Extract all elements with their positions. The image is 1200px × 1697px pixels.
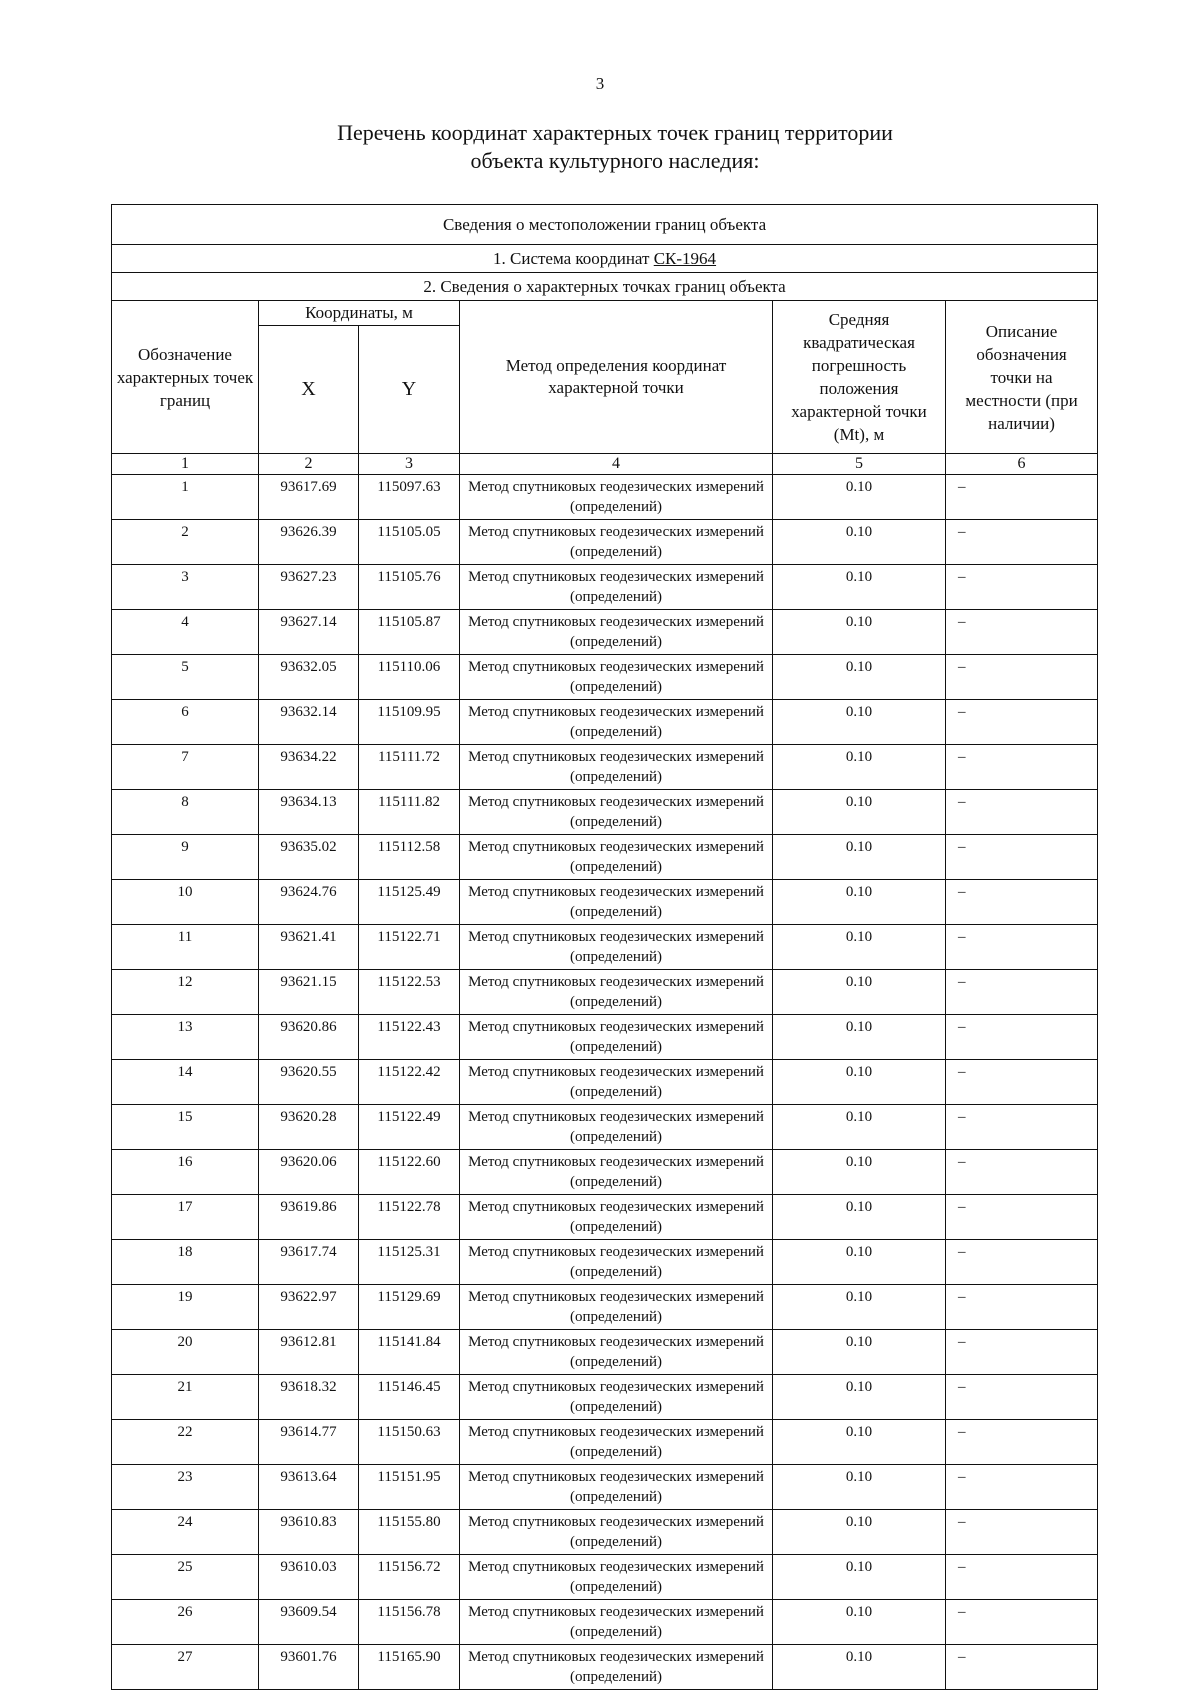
y-coordinate-cell: 115109.95 xyxy=(359,700,460,745)
y-coordinate-cell: 115125.49 xyxy=(359,880,460,925)
error-cell: 0.10 xyxy=(773,565,946,610)
method-cell: Метод спутниковых геодезических измерений (определений) xyxy=(460,1150,773,1195)
error-cell: 0.10 xyxy=(773,1465,946,1510)
y-coordinate-cell: 115156.72 xyxy=(359,1555,460,1600)
point-number-cell: 24 xyxy=(112,1510,259,1555)
x-coordinate-cell: 93614.77 xyxy=(259,1420,359,1465)
error-cell: 0.10 xyxy=(773,880,946,925)
x-coordinate-cell: 93621.15 xyxy=(259,970,359,1015)
point-number-cell: 11 xyxy=(112,925,259,970)
y-coordinate-cell: 115110.06 xyxy=(359,655,460,700)
method-cell: Метод спутниковых геодезических измерений (определений) xyxy=(460,1240,773,1285)
y-coordinate-cell: 115122.71 xyxy=(359,925,460,970)
error-cell: 0.10 xyxy=(773,1555,946,1600)
description-cell: – xyxy=(946,1600,1098,1645)
error-cell: 0.10 xyxy=(773,790,946,835)
x-coordinate-cell: 93618.32 xyxy=(259,1375,359,1420)
x-coordinate-cell: 93627.23 xyxy=(259,565,359,610)
error-cell: 0.10 xyxy=(773,1015,946,1060)
y-coordinate-cell: 115122.43 xyxy=(359,1015,460,1060)
x-coordinate-cell: 93621.41 xyxy=(259,925,359,970)
error-cell: 0.10 xyxy=(773,1510,946,1555)
x-coordinate-cell: 93612.81 xyxy=(259,1330,359,1375)
x-coordinate-cell: 93624.76 xyxy=(259,880,359,925)
column-number: 3 xyxy=(359,454,460,475)
y-coordinate-cell: 115111.72 xyxy=(359,745,460,790)
y-coordinate-cell: 115112.58 xyxy=(359,835,460,880)
x-coordinate-cell: 93620.86 xyxy=(259,1015,359,1060)
description-cell: – xyxy=(946,1285,1098,1330)
page-number: 3 xyxy=(595,74,605,93)
method-cell: Метод спутниковых геодезических измерений (определений) xyxy=(460,1510,773,1555)
description-cell: – xyxy=(946,1510,1098,1555)
point-number-cell: 25 xyxy=(112,1555,259,1600)
point-number-cell: 27 xyxy=(112,1645,259,1690)
table-row xyxy=(112,475,1098,520)
error-cell: 0.10 xyxy=(773,655,946,700)
description-cell: – xyxy=(946,1105,1098,1150)
table-row xyxy=(112,1150,1098,1195)
x-coordinate-cell: 93632.05 xyxy=(259,655,359,700)
document-title xyxy=(0,119,1200,175)
y-coordinate-cell: 115141.84 xyxy=(359,1330,460,1375)
coordinate-system-row xyxy=(112,245,1098,273)
description-cell: – xyxy=(946,1420,1098,1465)
x-coordinate-cell: 93620.28 xyxy=(259,1105,359,1150)
point-number-cell: 6 xyxy=(112,700,259,745)
error-cell: 0.10 xyxy=(773,610,946,655)
point-number-cell: 5 xyxy=(112,655,259,700)
point-number-cell: 22 xyxy=(112,1420,259,1465)
column-numbers-row xyxy=(112,454,1098,475)
table-row xyxy=(112,1195,1098,1240)
table-row xyxy=(112,565,1098,610)
point-number-cell: 1 xyxy=(112,475,259,520)
description-cell: – xyxy=(946,970,1098,1015)
coordinate-system-label: 1. Система координат xyxy=(493,248,650,268)
method-cell: Метод спутниковых геодезических измерений (определений) xyxy=(460,1465,773,1510)
table-row xyxy=(112,1465,1098,1510)
description-cell: – xyxy=(946,1060,1098,1105)
header-x: X xyxy=(259,326,359,454)
method-cell: Метод спутниковых геодезических измерений (определений) xyxy=(460,970,773,1015)
method-cell: Метод спутниковых геодезических измерений (определений) xyxy=(460,1285,773,1330)
error-cell: 0.10 xyxy=(773,1375,946,1420)
x-coordinate-cell: 93634.13 xyxy=(259,790,359,835)
method-cell: Метод спутниковых геодезических измерений (определений) xyxy=(460,700,773,745)
y-coordinate-cell: 115151.95 xyxy=(359,1465,460,1510)
description-cell: – xyxy=(946,1015,1098,1060)
description-cell: – xyxy=(946,1555,1098,1600)
point-number-cell: 26 xyxy=(112,1600,259,1645)
table-row xyxy=(112,1330,1098,1375)
method-cell: Метод спутниковых геодезических измерений (определений) xyxy=(460,1105,773,1150)
method-cell: Метод спутниковых геодезических измерений (определений) xyxy=(460,1330,773,1375)
method-cell: Метод спутниковых геодезических измерений (определений) xyxy=(460,1195,773,1240)
error-cell: 0.10 xyxy=(773,745,946,790)
points-heading: 2. Сведения о характерных точках границ объекта xyxy=(112,273,1098,301)
column-number: 2 xyxy=(259,454,359,475)
x-coordinate-cell: 93620.55 xyxy=(259,1060,359,1105)
table-row xyxy=(112,1285,1098,1330)
y-coordinate-cell: 115122.53 xyxy=(359,970,460,1015)
table-row xyxy=(112,610,1098,655)
method-cell: Метод спутниковых геодезических измерений (определений) xyxy=(460,880,773,925)
error-cell: 0.10 xyxy=(773,1600,946,1645)
y-coordinate-cell: 115122.49 xyxy=(359,1105,460,1150)
point-number-cell: 14 xyxy=(112,1060,259,1105)
method-cell: Метод спутниковых геодезических измерений (определений) xyxy=(460,1015,773,1060)
error-cell: 0.10 xyxy=(773,1195,946,1240)
y-coordinate-cell: 115156.78 xyxy=(359,1600,460,1645)
error-cell: 0.10 xyxy=(773,1330,946,1375)
method-cell: Метод спутниковых геодезических измерений (определений) xyxy=(460,1375,773,1420)
method-cell: Метод спутниковых геодезических измерений (определений) xyxy=(460,790,773,835)
error-cell: 0.10 xyxy=(773,925,946,970)
table-row xyxy=(112,925,1098,970)
coordinate-system-value: СК-1964 xyxy=(653,248,717,268)
table-row xyxy=(112,1510,1098,1555)
point-number-cell: 16 xyxy=(112,1150,259,1195)
table-row xyxy=(112,1060,1098,1105)
x-coordinate-cell: 93601.76 xyxy=(259,1645,359,1690)
description-cell: – xyxy=(946,700,1098,745)
table-row xyxy=(112,1105,1098,1150)
header-method: Метод определения координат характерной точки xyxy=(460,301,773,454)
table-row xyxy=(112,1420,1098,1465)
error-cell: 0.10 xyxy=(773,700,946,745)
point-number-cell: 21 xyxy=(112,1375,259,1420)
description-cell: – xyxy=(946,1375,1098,1420)
point-number-cell: 2 xyxy=(112,520,259,565)
column-number: 1 xyxy=(112,454,259,475)
y-coordinate-cell: 115105.05 xyxy=(359,520,460,565)
method-cell: Метод спутниковых геодезических измерений (определений) xyxy=(460,925,773,970)
table-row xyxy=(112,1375,1098,1420)
section-title: Сведения о местоположении границ объекта xyxy=(112,205,1098,245)
error-cell: 0.10 xyxy=(773,475,946,520)
table-row xyxy=(112,1645,1098,1690)
x-coordinate-cell: 93613.64 xyxy=(259,1465,359,1510)
y-coordinate-cell: 115122.78 xyxy=(359,1195,460,1240)
method-cell: Метод спутниковых геодезических измерений (определений) xyxy=(460,475,773,520)
method-cell: Метод спутниковых геодезических измерений (определений) xyxy=(460,610,773,655)
description-cell: – xyxy=(946,835,1098,880)
point-number-cell: 17 xyxy=(112,1195,259,1240)
description-cell: – xyxy=(946,745,1098,790)
y-coordinate-cell: 115122.60 xyxy=(359,1150,460,1195)
point-number-cell: 9 xyxy=(112,835,259,880)
description-cell: – xyxy=(946,1465,1098,1510)
y-coordinate-cell: 115129.69 xyxy=(359,1285,460,1330)
table-row xyxy=(112,1240,1098,1285)
method-cell: Метод спутниковых геодезических измерений (определений) xyxy=(460,835,773,880)
description-cell: – xyxy=(946,1150,1098,1195)
header-error: Средняя квадратическая погрешность положения характерной точки (Mt), м xyxy=(773,301,946,454)
description-cell: – xyxy=(946,1645,1098,1690)
method-cell: Метод спутниковых геодезических измерений (определений) xyxy=(460,1060,773,1105)
error-cell: 0.10 xyxy=(773,520,946,565)
error-cell: 0.10 xyxy=(773,1060,946,1105)
y-coordinate-cell: 115146.45 xyxy=(359,1375,460,1420)
header-description: Описание обозначения точки на местности (при наличии) xyxy=(946,301,1098,454)
table-row xyxy=(112,880,1098,925)
y-coordinate-cell: 115111.82 xyxy=(359,790,460,835)
point-number-cell: 7 xyxy=(112,745,259,790)
method-cell: Метод спутниковых геодезических измерений (определений) xyxy=(460,1420,773,1465)
method-cell: Метод спутниковых геодезических измерений (определений) xyxy=(460,745,773,790)
y-coordinate-cell: 115105.76 xyxy=(359,565,460,610)
x-coordinate-cell: 93617.74 xyxy=(259,1240,359,1285)
error-cell: 0.10 xyxy=(773,970,946,1015)
column-number: 6 xyxy=(946,454,1098,475)
table-row xyxy=(112,1600,1098,1645)
point-number-cell: 13 xyxy=(112,1015,259,1060)
x-coordinate-cell: 93610.03 xyxy=(259,1555,359,1600)
x-coordinate-cell: 93622.97 xyxy=(259,1285,359,1330)
y-coordinate-cell: 115097.63 xyxy=(359,475,460,520)
method-cell: Метод спутниковых геодезических измерений (определений) xyxy=(460,565,773,610)
error-cell: 0.10 xyxy=(773,1240,946,1285)
error-cell: 0.10 xyxy=(773,835,946,880)
point-number-cell: 20 xyxy=(112,1330,259,1375)
x-coordinate-cell: 93610.83 xyxy=(259,1510,359,1555)
description-cell: – xyxy=(946,520,1098,565)
description-cell: – xyxy=(946,565,1098,610)
point-number-cell: 3 xyxy=(112,565,259,610)
table-row xyxy=(112,655,1098,700)
method-cell: Метод спутниковых геодезических измерений (определений) xyxy=(460,1555,773,1600)
description-cell: – xyxy=(946,790,1098,835)
description-cell: – xyxy=(946,1240,1098,1285)
x-coordinate-cell: 93617.69 xyxy=(259,475,359,520)
table-row xyxy=(112,1555,1098,1600)
point-number-cell: 18 xyxy=(112,1240,259,1285)
x-coordinate-cell: 93620.06 xyxy=(259,1150,359,1195)
y-coordinate-cell: 115125.31 xyxy=(359,1240,460,1285)
header-point-designation: Обозначение характерных точек границ xyxy=(112,301,259,454)
y-coordinate-cell: 115122.42 xyxy=(359,1060,460,1105)
y-coordinate-cell: 115155.80 xyxy=(359,1510,460,1555)
x-coordinate-cell: 93626.39 xyxy=(259,520,359,565)
description-cell: – xyxy=(946,925,1098,970)
y-coordinate-cell: 115165.90 xyxy=(359,1645,460,1690)
description-cell: – xyxy=(946,475,1098,520)
y-coordinate-cell: 115105.87 xyxy=(359,610,460,655)
method-cell: Метод спутниковых геодезических измерений (определений) xyxy=(460,520,773,565)
point-number-cell: 4 xyxy=(112,610,259,655)
x-coordinate-cell: 93609.54 xyxy=(259,1600,359,1645)
table-row xyxy=(112,790,1098,835)
error-cell: 0.10 xyxy=(773,1105,946,1150)
description-cell: – xyxy=(946,880,1098,925)
point-number-cell: 19 xyxy=(112,1285,259,1330)
point-number-cell: 15 xyxy=(112,1105,259,1150)
description-cell: – xyxy=(946,1195,1098,1240)
error-cell: 0.10 xyxy=(773,1420,946,1465)
x-coordinate-cell: 93634.22 xyxy=(259,745,359,790)
table-row xyxy=(112,745,1098,790)
column-number: 4 xyxy=(460,454,773,475)
point-number-cell: 23 xyxy=(112,1465,259,1510)
x-coordinate-cell: 93619.86 xyxy=(259,1195,359,1240)
coordinates-table xyxy=(111,204,1098,1690)
error-cell: 0.10 xyxy=(773,1645,946,1690)
column-number: 5 xyxy=(773,454,946,475)
error-cell: 0.10 xyxy=(773,1150,946,1195)
description-cell: – xyxy=(946,1330,1098,1375)
x-coordinate-cell: 93627.14 xyxy=(259,610,359,655)
error-cell: 0.10 xyxy=(773,1285,946,1330)
table-row xyxy=(112,835,1098,880)
document-title-line-1: Перечень координат характерных точек границ территории xyxy=(337,120,893,145)
table-row xyxy=(112,700,1098,745)
point-number-cell: 8 xyxy=(112,790,259,835)
table-row xyxy=(112,520,1098,565)
x-coordinate-cell: 93632.14 xyxy=(259,700,359,745)
document-title-line-2: объекта культурного наследия: xyxy=(470,148,760,173)
description-cell: – xyxy=(946,655,1098,700)
y-coordinate-cell: 115150.63 xyxy=(359,1420,460,1465)
x-coordinate-cell: 93635.02 xyxy=(259,835,359,880)
description-cell: – xyxy=(946,610,1098,655)
point-number-cell: 12 xyxy=(112,970,259,1015)
method-cell: Метод спутниковых геодезических измерений (определений) xyxy=(460,1600,773,1645)
header-coordinates: Координаты, м xyxy=(259,301,460,326)
point-number-cell: 10 xyxy=(112,880,259,925)
table-row xyxy=(112,1015,1098,1060)
header-y: Y xyxy=(359,326,460,454)
method-cell: Метод спутниковых геодезических измерений (определений) xyxy=(460,655,773,700)
table-row xyxy=(112,970,1098,1015)
method-cell: Метод спутниковых геодезических измерений (определений) xyxy=(460,1645,773,1690)
